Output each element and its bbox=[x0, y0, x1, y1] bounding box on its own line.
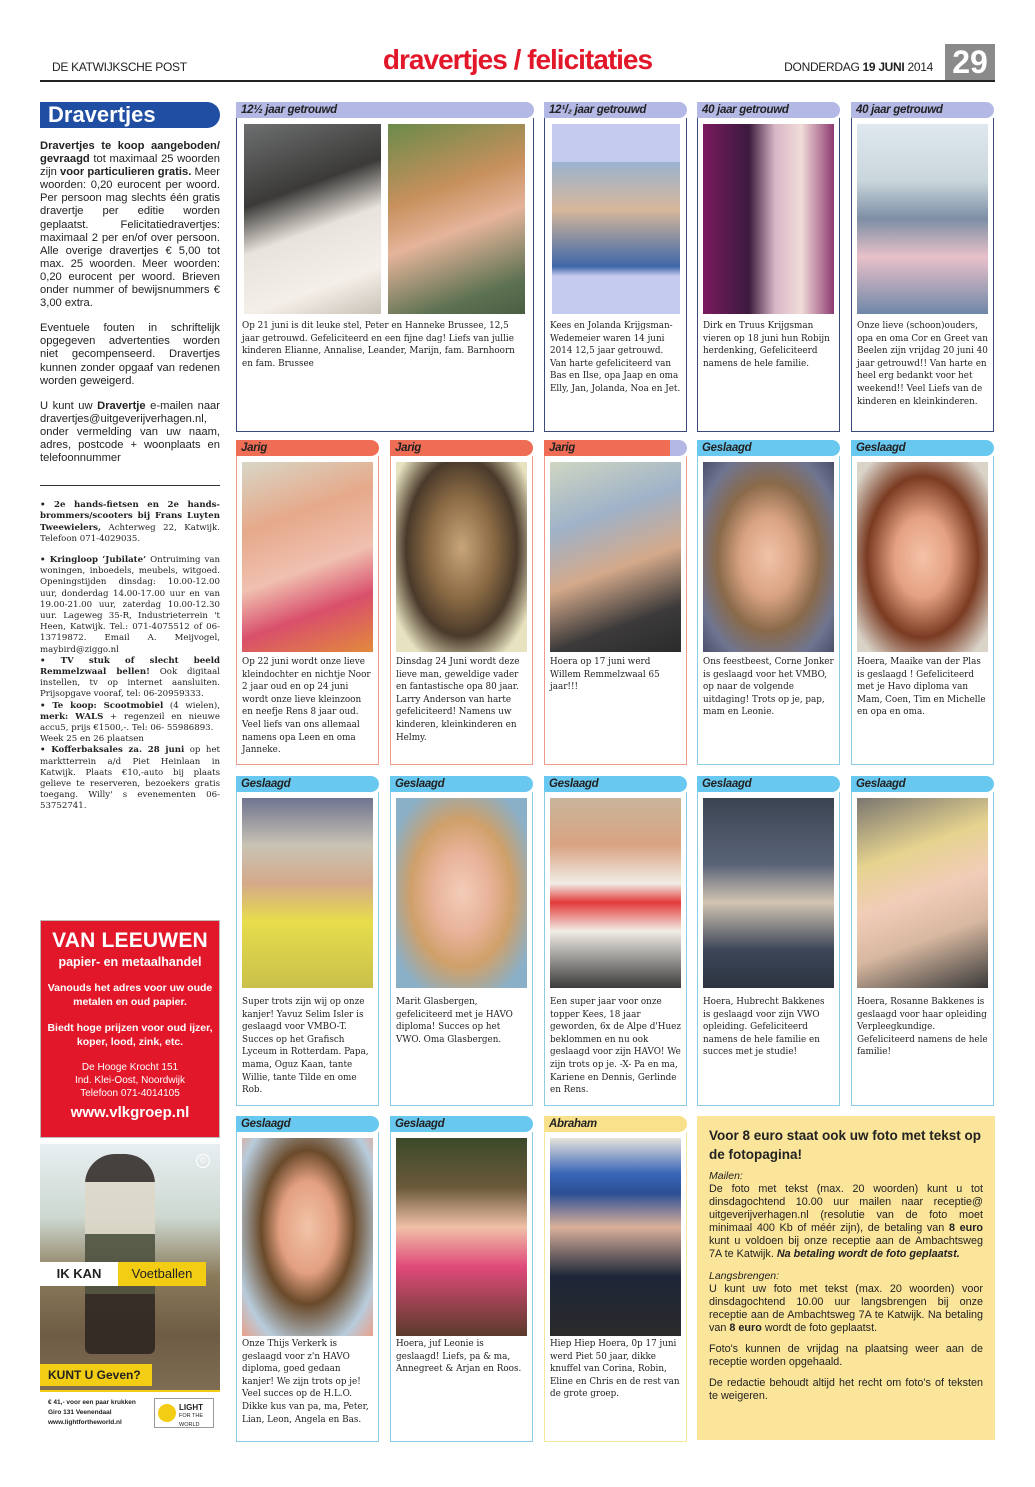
bring-text-2: wordt de foto geplaatst. bbox=[761, 1321, 878, 1334]
classified-item bbox=[40, 745, 220, 812]
card-category: Geslaagd bbox=[697, 776, 840, 792]
light-for-the-world-logo bbox=[154, 1398, 214, 1428]
portrait-photo bbox=[857, 798, 988, 988]
card-jarig-noor-rens bbox=[236, 440, 379, 765]
classified-heading: • Te koop: Scootmobiel bbox=[40, 700, 164, 711]
children-photo bbox=[242, 462, 373, 652]
issue-date bbox=[784, 60, 933, 74]
card-message: Ons feestbeest, Corne Jonker is geslaagd voor het VMBO, op naar de volgende uitdaging! Trots op je, pap, mam en Leonie. bbox=[703, 657, 834, 718]
card-geslaagd-marit bbox=[390, 776, 533, 1106]
intro-errors: Eventuele fouten in schriftelijk opgegeven advertenties worden niet gecompenseerd. Dravertjes kunnen zonder opgaaf van redenen worden geweigerd. bbox=[40, 322, 220, 387]
email-text-1: U kunt uw bbox=[40, 399, 98, 412]
card-geslaagd-hubrecht bbox=[697, 776, 840, 1106]
portrait-photo bbox=[396, 1138, 527, 1336]
couple-photo bbox=[552, 124, 680, 314]
classified-heading: merk: WALS bbox=[40, 711, 104, 722]
classified-body: Ontruiming van woningen, inboedels, meubels, witgoed. Openingstijden dinsdag: 10.00-12.00 uur, donderdag 14.00-17.00 uur en van 19.00-21.00 uur, zaterdag 10.00-12.30 uur. Lageweg 35-R, Industrieterrein 't Heen, Katwijk. Tel.: 071-4075512 of 06-13719872. Email A. Meijvogel, maybird@ziggo.nl bbox=[40, 554, 220, 655]
card-category: Jarig bbox=[544, 440, 687, 456]
card-geslaagd-leonie bbox=[390, 1116, 533, 1442]
card-category: Abraham bbox=[544, 1116, 687, 1132]
date-day-month: 19 JUNI bbox=[862, 60, 905, 74]
classified-body: Ook digitaal instellen, tv op internet aansluiten. Prijsopgave vooraf, tel: 06-20959333. bbox=[40, 667, 220, 700]
card-message: Op 22 juni wordt onze lieve kleindochter en nichtje Noor 2 jaar oud en op 24 juni wordt onze lieve kleinzoon en neefje Rens 8 jaar oud. Veel liefs van ons allemaal namens opa Leen en oma Janneke. bbox=[242, 657, 371, 756]
card-message: Hoera, Rosanne Bakkenes is geslaagd voor haar opleiding Verpleegkundige. Gefeliciteerd namens de hele familie! bbox=[857, 997, 988, 1058]
ad-photo-boy bbox=[85, 1154, 155, 1354]
card-category: Geslaagd bbox=[851, 440, 994, 456]
date-year: 2014 bbox=[907, 60, 933, 74]
kunt-u-geven-label: KUNT U Geven? bbox=[40, 1364, 152, 1386]
portrait-photo bbox=[857, 462, 988, 652]
ik-kan-label: IK KAN bbox=[40, 1262, 118, 1286]
card-jarig-willem bbox=[544, 440, 687, 765]
portrait-photo bbox=[242, 1138, 373, 1336]
card-category: Geslaagd bbox=[236, 1116, 379, 1132]
page-header bbox=[40, 46, 995, 82]
ad-company-name: VAN LEEUWEN bbox=[52, 929, 208, 952]
mail-label: Mailen: bbox=[709, 1170, 743, 1182]
card-category: Geslaagd bbox=[544, 776, 687, 792]
dravertjes-column bbox=[40, 102, 220, 813]
card-message: Onze lieve (schoon)ouders, opa en oma Cor en Greet van Beelen zijn vrijdag 20 juni 40 jaar getrouwd!! Van harte en heel erg bedankt voor het weekend!! Veel Liefs van de kinderen en kleinkinderen. bbox=[857, 321, 988, 407]
card-message: Hoera, juf Leonie is geslaagd! Liefs, pa & ma, Annegreet & Arjan en Roos. bbox=[396, 1339, 522, 1375]
pickup-note: Foto's kunnen de vrijdag na plaatsing weer aan de receptie worden opgehaald. bbox=[709, 1342, 983, 1369]
classified-item bbox=[40, 555, 220, 656]
card-category: 40 jaar getrouwd bbox=[697, 102, 840, 118]
classified-body: + regenzeil en nieuwe accu5, prijs €1500,-. Tel: 06- 55986893. bbox=[40, 711, 220, 734]
card-jarig-larry bbox=[390, 440, 533, 765]
card-abraham-piet bbox=[544, 1116, 687, 1442]
couple-photo bbox=[388, 124, 525, 314]
bring-label: Langsbrengen: bbox=[709, 1269, 780, 1282]
ad-phone: Telefoon 071-4014105 bbox=[80, 1088, 180, 1099]
card-message: Super trots zijn wij op onze kanjer! Yavuz Selim Isler is geslaagd voor VMBO-T. Succes op het Grafisch Lyceum in Rotterdam. Papa, mama, Oguz Kaan, tante Willie, tante Tilde en ome Rob. bbox=[242, 997, 369, 1096]
card-geslaagd-kees bbox=[544, 776, 687, 1106]
donation-website[interactable]: www.lightfortheworld.nl bbox=[48, 1419, 122, 1426]
card-category: Geslaagd bbox=[390, 776, 533, 792]
ad-donation-info bbox=[40, 1390, 220, 1438]
card-category: Geslaagd bbox=[697, 440, 840, 456]
donation-line-1: € 41,- voor een paar krukken bbox=[48, 1399, 136, 1406]
card-category: 12¹/₂ jaar getrouwd bbox=[544, 102, 687, 118]
ad-address-2: Ind. Klei-Oost, Noordwijk bbox=[74, 1075, 186, 1086]
card-category: Jarig bbox=[236, 440, 379, 456]
intro-bold-1: Dravertjes te koop aangeboden/ gevraagd bbox=[40, 140, 220, 166]
newspaper-name: DE KATWIJKSCHE POST bbox=[52, 60, 187, 74]
card-message: Een super jaar voor onze topper Kees, 18 jaar geworden, 6x de Alpe d'Huez beklommen en nu ook geslaagd voor zijn HAVO! We zijn trots op je. -X- Pa en ma, Kariene en Dennis, Gerlinde en Rens. bbox=[550, 997, 681, 1096]
classified-heading: • Kofferbaksales za. 28 juni bbox=[40, 745, 185, 756]
donation-text bbox=[48, 1398, 136, 1428]
classified-item bbox=[40, 656, 220, 701]
logo-world: FOR THE WORLD bbox=[179, 1413, 204, 1428]
classified-heading: • TV stuk of slecht beeld Remmelzwaal bellen! bbox=[40, 655, 220, 677]
photo-page-info-box bbox=[697, 1116, 995, 1440]
card-message: Dinsdag 24 Juni wordt deze lieve man, geweldige vader en fantastische opa 80 jaar. Larry Anderson van harte gefeliciteerd! Namens uw kinderen, kleinkinderen en Helmy. bbox=[396, 657, 520, 743]
card-message: Hoera op 17 juni werd Willem Remmelzwaal 65 jaar!!! bbox=[550, 657, 660, 693]
dravertjes-intro bbox=[40, 140, 220, 465]
portrait-photo bbox=[703, 798, 834, 988]
divider bbox=[40, 485, 220, 486]
email-text-2: e-mailen naar dravertjes@uitgeverijverhagen.nl, onder vermelding van uw naam, adres, postcode + woonplaats en telefoonnummer bbox=[40, 399, 220, 465]
ad-address bbox=[41, 1061, 219, 1100]
logo-text bbox=[179, 1403, 213, 1430]
intro-pricing bbox=[40, 140, 220, 310]
card-category: Geslaagd bbox=[236, 776, 379, 792]
voetballen-label: Voetballen bbox=[118, 1262, 206, 1286]
rights-note: De redactie behoudt altijd het recht om foto's of teksten te weigeren. bbox=[709, 1377, 983, 1403]
date-weekday: DONDERDAG bbox=[784, 60, 860, 74]
portrait-photo bbox=[550, 1138, 681, 1336]
couple-photo bbox=[857, 124, 988, 314]
card-message: Kees en Jolanda Krijgsman-Wedemeier waren 14 juni 2014 12,5 jaar getrouwd. Van harte gefeliciteerd van Bas en Ilse, opa Jaap en oma Elly, Jan, Jolanda, Noa en Jet. bbox=[550, 321, 681, 394]
bring-price: 8 euro bbox=[729, 1321, 762, 1334]
donation-line-2: Giro 131 Veenendaal bbox=[48, 1409, 112, 1416]
card-40-jaar-krijgsman bbox=[697, 102, 840, 432]
card-geslaagd-rosanne bbox=[851, 776, 994, 1106]
portrait-photo bbox=[396, 462, 527, 652]
wedding-photo bbox=[703, 124, 834, 314]
card-category: 12½ jaar getrouwd bbox=[236, 102, 534, 118]
classified-item bbox=[40, 701, 220, 746]
classified-note: Week 25 en 26 plaatsen bbox=[40, 734, 144, 745]
classified-heading: • Kringloop ‘Jubilate’ bbox=[40, 554, 147, 565]
card-message: Hoera, Maaike van der Plas is geslaagd ! Gefeliciteerd met je Havo diploma van Mam, Coen, Tim en Michelle en opa en oma. bbox=[857, 657, 986, 718]
ad-address-1: De Hooge Krocht 151 bbox=[81, 1062, 179, 1073]
portrait-photo bbox=[703, 462, 834, 652]
wedding-photo bbox=[244, 124, 381, 314]
classified-body: (4 wielen), bbox=[163, 700, 220, 711]
card-message: Op 21 juni is dit leuke stel, Peter en Hanneke Brussee, 12,5 jaar getrouwd. Gefeliciteerd en een fijne dag! Liefs van jullie kinderen Elianne, Annalise, Leander, Marijn, fam. Barnhoorn en fam. Brussee bbox=[242, 321, 515, 369]
mail-price: 8 euro bbox=[948, 1222, 983, 1235]
card-geslaagd-thijs bbox=[236, 1116, 379, 1442]
card-geslaagd-maaike bbox=[851, 440, 994, 765]
card-category: Geslaagd bbox=[851, 776, 994, 792]
bring-text-1: U kunt uw foto met tekst (max. 20 woorden) voor dinsdagochtend 10.00 uur langsbrengen bij onze receptie aan de Ambachtsweg 7A te Katwijk. Na betaling van bbox=[709, 1282, 983, 1334]
logo-light: LIGHT bbox=[179, 1403, 203, 1412]
classified-heading: • 2e hands-fietsen en 2e hands-brommers/scooters bij Frans Luyten Tweewielers, bbox=[40, 500, 220, 533]
mail-note: Na betaling wordt de foto geplaatst. bbox=[776, 1248, 960, 1261]
card-geslaagd-corne bbox=[697, 440, 840, 765]
mail-text-2: kunt u voldoen bij onze receptie aan de Ambachtsweg 7A te Katwijk. bbox=[709, 1235, 983, 1261]
card-message: Hiep Hiep Hoera, 0p 17 juni werd Piet 50 jaar, dikke knuffel van Corina, Robin, Eline en Chris en de rest van de grote groep. bbox=[550, 1339, 680, 1400]
page-number: 29 bbox=[945, 44, 995, 80]
ad-line-2: Biedt hoge prijzen voor oud ijzer, koper, lood, zink, etc. bbox=[47, 1022, 213, 1048]
ik-kan-banner bbox=[40, 1262, 220, 1286]
sun-icon bbox=[158, 1404, 176, 1422]
info-heading: Voor 8 euro staat ook uw foto met tekst op de fotopagina! bbox=[709, 1128, 982, 1162]
light-for-the-world-ad[interactable] bbox=[40, 1144, 220, 1438]
intro-text-1: tot maximaal 25 woorden zijn bbox=[40, 153, 220, 179]
classified-ads bbox=[40, 500, 220, 812]
ad-website-link[interactable]: www.vlkgroep.nl bbox=[70, 1104, 190, 1121]
ad-line-1: Vanouds het adres voor uw oude metalen en oud papier. bbox=[47, 982, 213, 1008]
card-category: Geslaagd bbox=[390, 1116, 533, 1132]
classified-body: op het marktterrein a/d Piet Heinlaan in Katwijk. Plaats €10,-auto bij plaats gelieve te reserveren, bezoekers gratis toegang. Willy' s evenementen 06-53752741. bbox=[40, 745, 220, 812]
ad-subtitle: papier- en metaalhandel bbox=[58, 955, 202, 969]
portrait-photo bbox=[242, 798, 373, 988]
card-geslaagd-yavuz bbox=[236, 776, 379, 1106]
card-message: Dirk en Truus Krijgsman vieren op 18 juni hun Robijn herdenking, Gefeliciteerd namens de hele familie. bbox=[703, 321, 830, 369]
card-message: Hoera, Hubrecht Bakkenes is geslaagd voor zijn VWO opleiding. Gefeliciteerd namens de hele familie en succes met je studie! bbox=[703, 997, 825, 1058]
van-leeuwen-ad[interactable] bbox=[40, 920, 220, 1138]
email-bold: Dravertje bbox=[97, 399, 146, 412]
classified-body: Achterweg 22, Katwijk. Telefoon 071-4029035. bbox=[40, 522, 220, 544]
card-12-5-jaar-brussee bbox=[236, 102, 534, 432]
cyclist-photo bbox=[550, 798, 681, 988]
intro-email bbox=[40, 400, 220, 465]
portrait-photo bbox=[550, 462, 681, 652]
bring-instructions bbox=[709, 1283, 983, 1335]
card-message: Marit Glasbergen, gefeliciteerd met je HAVO diploma! Succes op het VWO. Oma Glasbergen. bbox=[396, 997, 513, 1045]
card-message: Onze Thijs Verkerk is geslaagd voor z'n HAVO diploma, goed gedaan kanjer! We zijn trots op je! Veel succes op de H.L.O. Dikke kus van pa, ma, Peter, Lian, Leon, Angela en Bas. bbox=[242, 1339, 369, 1425]
classified-item bbox=[40, 500, 220, 545]
section-title: dravertjes / felicitaties bbox=[382, 44, 653, 75]
intro-text-2: Meer woorden: 0,20 eurocent per woord. Per persoon mag slechts één gratis dravertje per editie worden geplaatst. Felicitatiedravertjes: maximaal 2 per en/of over persoon. Alle overige dravertjes € 5,00 tot max. 25 woorden. Meer woorden: 0,20 eurocent per woord. Brieven onder nummer of bewijsnummers € 3,00 extra. bbox=[40, 166, 220, 310]
mail-instructions bbox=[709, 1183, 983, 1262]
intro-bold-2: voor particulieren gratis. bbox=[59, 166, 192, 179]
card-40-jaar-van-beelen bbox=[851, 102, 994, 432]
card-12-5-jaar-krijgsman bbox=[544, 102, 687, 432]
portrait-photo bbox=[396, 798, 527, 988]
card-category: Jarig bbox=[390, 440, 533, 456]
dravertjes-title: Dravertjes bbox=[40, 102, 220, 128]
mail-text-1: De foto met tekst (max. 20 woorden) kunt u tot dinsdagochtend 10.00 uur mailen naar receptie@ uitgeverijverhagen.nl (resolutie van de foto moet minimaal 400 Kb of méér zijn), de betaling van bbox=[709, 1183, 983, 1235]
copyright-icon: © bbox=[196, 1154, 210, 1168]
card-category: 40 jaar getrouwd bbox=[851, 102, 994, 118]
